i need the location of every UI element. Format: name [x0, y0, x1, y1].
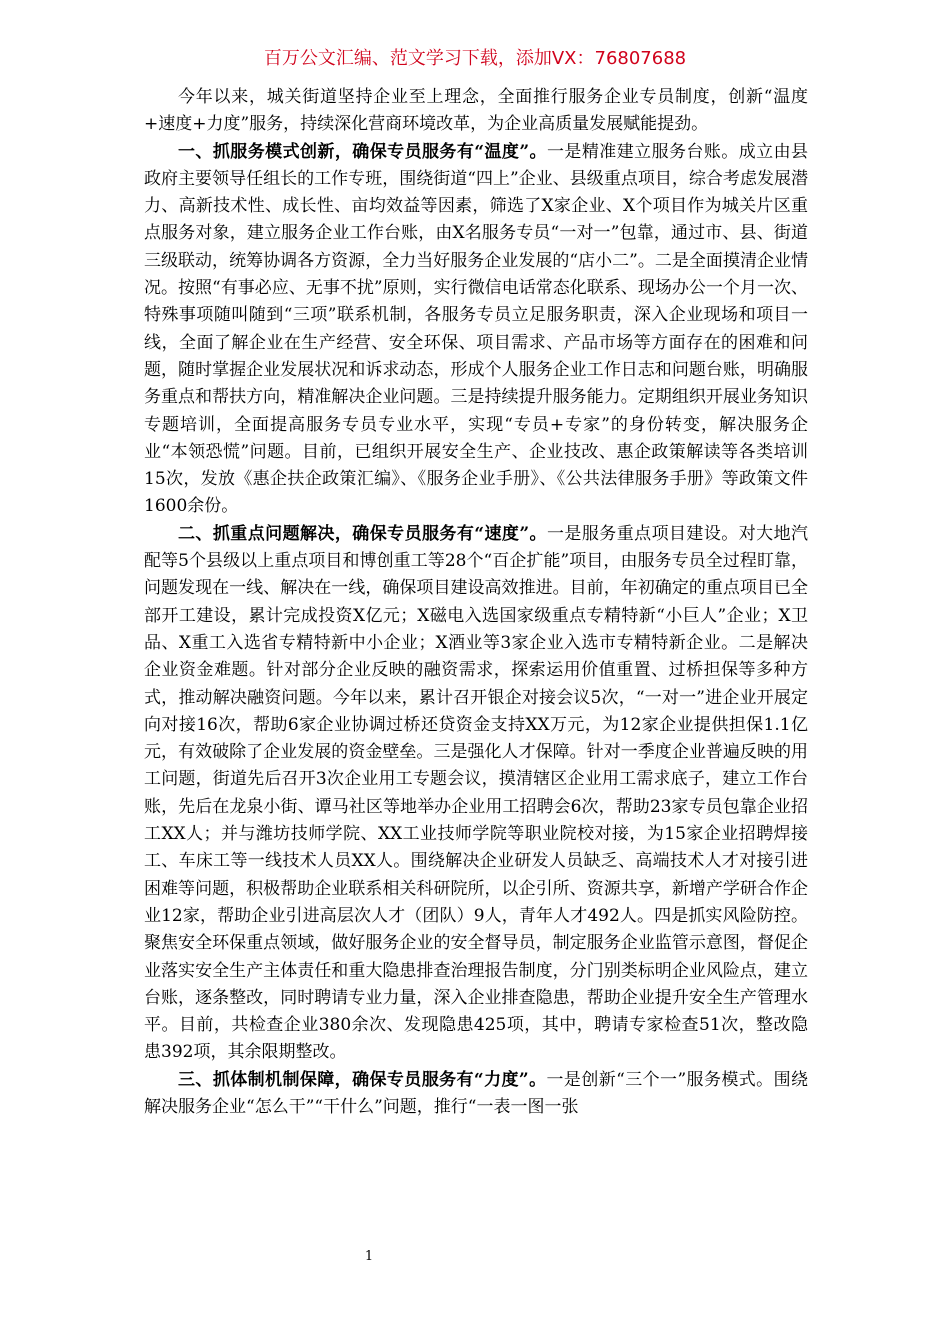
section-paragraph-1: [144, 139, 808, 521]
page-number: 1: [364, 1249, 374, 1264]
document-body: [144, 84, 808, 1121]
section-paragraph-3: [144, 1067, 808, 1122]
section-heading-2: 二、抓重点问题解决，确保专员服务有“速度”。: [178, 523, 547, 544]
intro-paragraph: 今年以来，城关街道坚持企业至上理念，全面推行服务企业专员制度，创新“温度+速度+力度”服务，持续深化营商环境改革，为企业高质量发展赋能提劲。: [144, 87, 808, 135]
section-body-3: 一是创新“三个一”服务模式。围绕解决服务企业“怎么干”“干什么”问题，推行“一表一图一张: [144, 1069, 808, 1117]
section-body-1: 一是精准建立服务台账。成立由县政府主要领导任组长的工作专班，围绕街道“四上”企业、县级重点项目，综合考虑发展潜力、高新技术性、成长性、亩均效益等因素，筛选了X家企业、X个项目作为城关片区重点服务对象，建立服务企业工作台账，由X名服务专员“一对一”包靠，通过市、县、街道三级联动，统筹协调各方资源，全力当好服务企业发展的“店小二”。二是全面摸清企业情况。按照“有事必应、无事不扰”原则，实行微信电话常态化联系、现场办公一个月一次、特殊事项随叫随到“三项”联系机制，各服务专员立足服务职责，深入企业现场和项目一线，全面了解企业在生产经营、安全环保、项目需求、产品市场等方面存在的困难和问题，随时掌握企业发展状况和诉求动态，形成个人服务企业工作日志和问题台账，明确服务重点和帮扶方向，精准解决企业问题。三是持续提升服务能力。定期组织开展业务知识专题培训，全面提高服务专员专业水平，实现“专员+专家”的身份转变，解决服务企业“本领恐慌”问题。目前，已组织开展安全生产、企业技改、惠企政策解读等各类培训15次，发放《惠企扶企政策汇编》、《服务企业手册》、《公共法律服务手册》等政策文件1600余份。: [144, 141, 809, 517]
section-paragraph-2: [144, 521, 808, 1067]
section-heading-1: 一、抓服务模式创新，确保专员服务有“温度”。: [178, 141, 547, 162]
header-banner: 百万公文汇编、范文学习下载，添加VX：76807688: [263, 48, 687, 69]
section-heading-3: 三、抓体制机制保障，确保专员服务有“力度”。: [178, 1069, 547, 1090]
section-body-2: 一是服务重点项目建设。对大地汽配等5个县级以上重点项目和博创重工等28个“百企扩能”项目，由服务专员全过程盯靠，问题发现在一线、解决在一线，确保项目建设高效推进。目前，年初确定的重点项目已全部开工建设，累计完成投资X亿元；X磁电入选国家级重点专精特新“小巨人”企业；X卫品、X重工入选省专精特新中小企业；X酒业等3家企业入选市专精特新企业。二是解决企业资金难题。针对部分企业反映的融资需求，探索运用价值重置、过桥担保等多种方式，推动解决融资问题。今年以来，累计召开银企对接会议5次，“一对一”进企业开展定向对接16次，帮助6家企业协调过桥还贷资金支持XX万元，为12家企业提供担保1.1亿元，有效破除了企业发展的资金壁垒。三是强化人才保障。针对一季度企业普遍反映的用工问题，街道先后召开3次企业用工专题会议，摸清辖区企业用工需求底子，建立工作台账，先后在龙泉小街、谭马社区等地举办企业用工招聘会6次，帮助23家专员包靠企业招工XX人；并与潍坊技师学院、XX工业技师学院等职业院校对接，为15家企业招聘焊接工、车床工等一线技术人员XX人。围绕解决企业研发人员缺乏、高端技术人才对接引进困难等问题，积极帮助企业联系相关科研院所，以企引所、资源共享，新增产学研合作企业12家，帮助企业引进高层次人才（团队）9人，青年人才492人。四是抓实风险防控。聚焦安全环保重点领域，做好服务企业的安全督导员，制定服务企业监管示意图，督促企业落实安全生产主体责任和重大隐患排查治理报告制度，分门别类标明企业风险点，建立台账，逐条整改，同时聘请专业力量，深入企业排查隐患，帮助企业提升安全生产管理水平。目前，共检查企业380余次、发现隐患425项，其中，聘请专家检查51次，整改隐患392项，其余限期整改。: [144, 523, 809, 1063]
